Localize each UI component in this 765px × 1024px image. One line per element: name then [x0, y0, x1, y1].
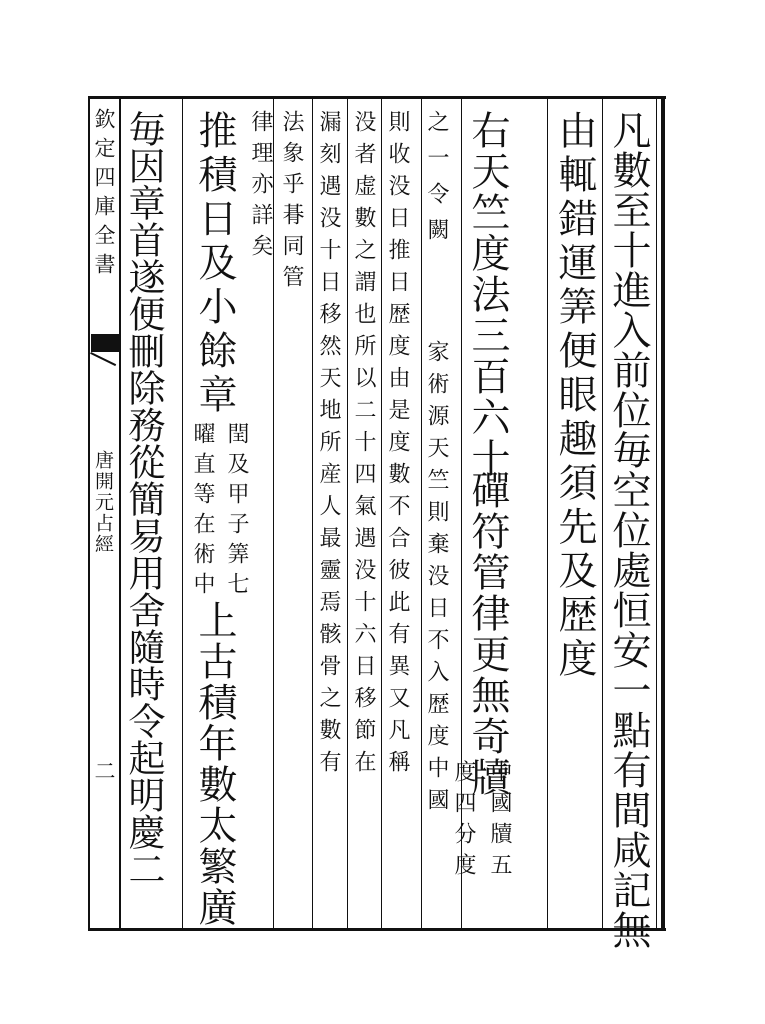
top-border: [88, 96, 666, 99]
annotation-column-7: 漏刻遇没十日移然天地所産人最靈焉骸骨之數有: [316, 110, 341, 782]
annotation-column-9: 律理亦詳矣: [248, 110, 273, 265]
column-divider: [547, 96, 548, 931]
column-divider: [347, 96, 348, 931]
column-divider: [312, 96, 313, 931]
text-column-10-main: 推積日及小餘章: [192, 110, 237, 418]
text-column-3-main: 右天竺度法三百六十: [465, 110, 510, 479]
column-divider: [273, 96, 274, 931]
margin-divider: [119, 96, 121, 931]
text-column-10-continued: 上古積年數太繁廣: [192, 600, 237, 928]
column-divider: [602, 96, 603, 931]
annotation-column-4a: 之一令闕: [424, 110, 449, 254]
outer-right-border: [661, 96, 665, 931]
annotation-column-4b: 家術源天竺則棄没日不入歴度中國: [424, 340, 449, 820]
annotation-column-10b: 閏及甲子筭七: [224, 422, 249, 602]
column-divider: [182, 96, 183, 931]
fishtail-line: [90, 352, 116, 366]
annotation-column-5b: 度四分度: [451, 760, 476, 884]
annotation-column-8: 法象乎朞同管: [279, 110, 304, 296]
bottom-border: [88, 928, 666, 931]
text-column-1: 凡數至十進入前位毎空位處恒安一點有間咸記無: [606, 110, 651, 950]
fishtail-mark: [91, 334, 119, 352]
text-column-3-continued: 磾符管律更無奇牘: [465, 470, 510, 798]
annotation-column-5a: 則收没日推日歴度由是度數不合彼此有異又凡稱: [385, 110, 410, 782]
annotation-column-4c: 中國牘五: [487, 760, 512, 884]
book-title-label: 唐開元占經: [92, 450, 114, 555]
right-border: [656, 96, 657, 931]
text-column-2: 由輒錯運筭便眼趣須先及歴度: [552, 110, 597, 682]
annotation-column-6: 没者虚數之謂也所以二十四氣遇没十六日移節在: [351, 110, 376, 782]
annotation-column-11: 曜直等在術中: [190, 422, 215, 602]
page-number: 二: [92, 760, 116, 784]
left-border: [88, 96, 90, 931]
column-divider: [421, 96, 422, 931]
column-divider: [381, 96, 382, 931]
book-series-label: 欽定四庫全書: [92, 108, 116, 282]
text-column-12: 毎因章首遂便刪除務從簡易用舍隨時令起明慶二: [122, 110, 165, 887]
